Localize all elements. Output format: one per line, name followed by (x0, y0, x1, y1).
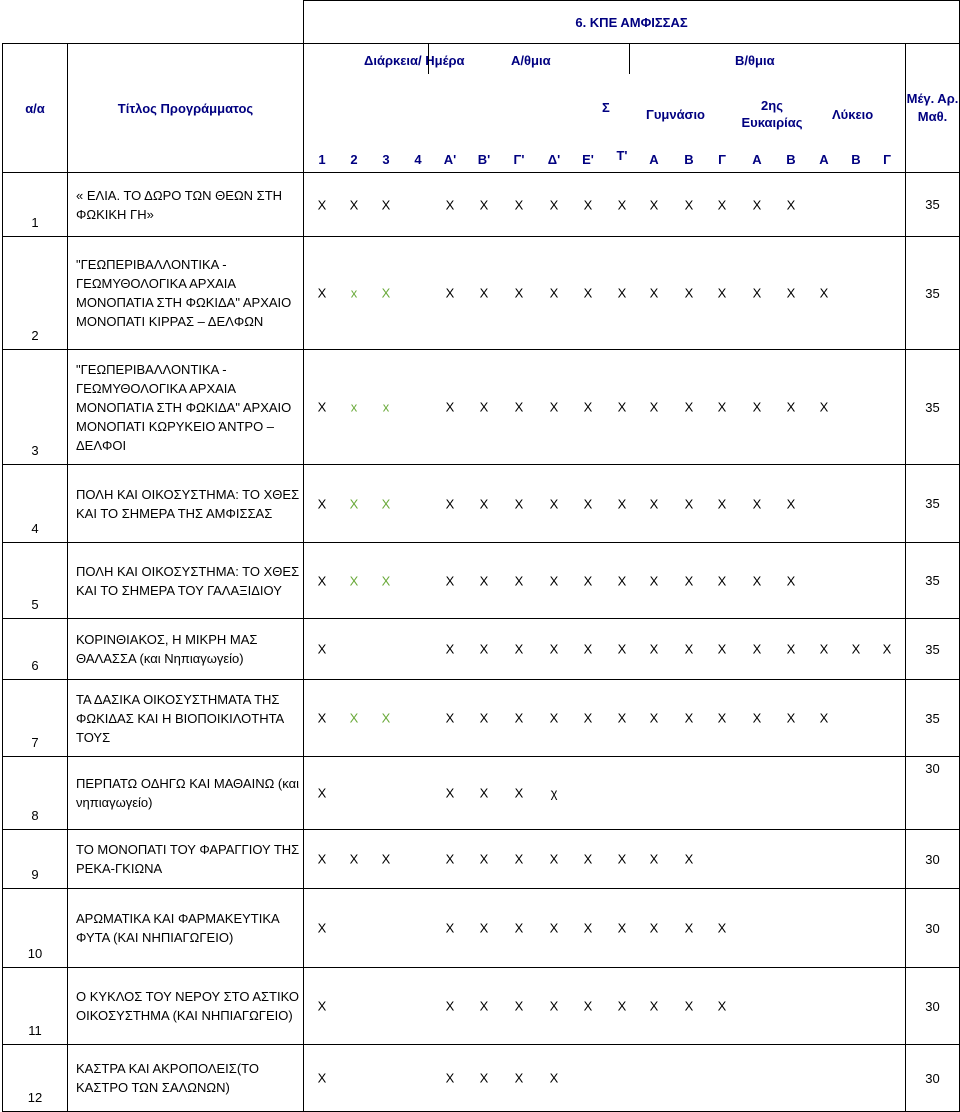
availability-mark: X (445, 785, 455, 801)
availability-mark: X (583, 197, 593, 212)
availability-mark: X (514, 851, 524, 867)
program-title: Ο ΚΥΚΛΟΣ ΤΟΥ ΝΕΡΟΥ ΣΤΟ ΑΣΤΙΚΟ ΟΙΚΟΣΥΣΤΗΜΑ (ΚΑΙ ΝΗΠΙΑΓΩΓΕΙΟ) (68, 968, 304, 1045)
availability-mark: X (617, 197, 627, 212)
availability-mark: X (649, 920, 659, 936)
availability-mark: X (752, 710, 762, 726)
availability-mark: X (684, 851, 694, 867)
availability-mark: X (819, 285, 829, 301)
availability-mark: X (479, 998, 489, 1014)
availability-mark: X (349, 496, 359, 511)
availability-mark: X (752, 641, 762, 657)
availability-mark: X (549, 496, 559, 511)
availability-mark: x (350, 399, 358, 415)
availability-mark: X (317, 785, 327, 801)
header-aa: α/α (3, 44, 68, 173)
availability-mark: X (317, 851, 327, 867)
availability-mark: X (349, 710, 359, 726)
row-number: 8 (3, 757, 68, 830)
table-row (3, 757, 960, 830)
program-marks (304, 543, 906, 619)
availability-mark: X (786, 641, 796, 657)
max-students: 30 (906, 1045, 960, 1112)
availability-mark: X (649, 496, 659, 511)
program-marks (304, 237, 906, 350)
availability-mark: X (549, 641, 559, 657)
availability-mark: X (617, 399, 627, 415)
header-duration: Διάρκεια/ Ημέρα (364, 53, 465, 68)
availability-mark: X (617, 998, 627, 1014)
program-marks (304, 465, 906, 543)
row-number: 6 (3, 619, 68, 680)
availability-mark: X (445, 641, 455, 657)
header-grade-label: Α (752, 152, 762, 167)
availability-mark: X (717, 197, 727, 212)
program-title: "ΓΕΩΠΕΡΙΒΑΛΛΟΝΤΙΚΑ - ΓΕΩΜΥΘΟΛΟΓΙΚΑ ΑΡΧΑΙΑ ΜΟΝΟΠΑΤΙΑ ΣΤΗ ΦΩΚΙΔΑ" ΑΡΧΑΙΟ ΜΟΝΟΠΑΤΙ ΚΩΡΥΚΕΙΟ ΆΝΤΡΟ – ΔΕΛΦΟΙ (68, 350, 304, 465)
header-grade-label: 1 (318, 152, 326, 167)
availability-mark: X (649, 399, 659, 415)
availability-mark: X (445, 1070, 455, 1086)
availability-mark: X (514, 197, 524, 212)
availability-mark: x (382, 399, 390, 415)
availability-mark: X (317, 710, 327, 726)
header-grade-label: 3 (382, 152, 390, 167)
programs-table (2, 0, 960, 1112)
availability-mark: X (649, 573, 659, 588)
max-students: 35 (906, 680, 960, 757)
availability-mark: X (617, 496, 627, 511)
row-number: 2 (3, 237, 68, 350)
availability-mark: X (381, 197, 391, 212)
availability-mark: X (549, 851, 559, 867)
availability-mark: X (649, 998, 659, 1014)
availability-mark: X (381, 851, 391, 867)
max-students: 35 (906, 173, 960, 237)
header-lykeio: Λύκειο (832, 107, 874, 122)
availability-mark: X (617, 851, 627, 867)
program-title: « ΕΛΙΑ. ΤΟ ΔΩΡΟ ΤΩΝ ΘΕΩΝ ΣΤΗ ΦΩΚΙΚΗ ΓΗ» (68, 173, 304, 237)
header-grade-label: Β (851, 152, 861, 167)
header-grade-label: Α' (443, 152, 457, 167)
availability-mark: X (717, 710, 727, 726)
header-grade-label: Γ (718, 152, 726, 167)
availability-mark: X (445, 920, 455, 936)
availability-mark: X (684, 573, 694, 588)
availability-mark: X (317, 496, 327, 511)
availability-mark: X (445, 851, 455, 867)
availability-mark: X (583, 641, 593, 657)
row-number: 1 (3, 173, 68, 237)
availability-mark: X (514, 573, 524, 588)
header-secondary: Β/θμια (735, 53, 775, 68)
availability-mark: X (381, 573, 391, 588)
availability-mark: X (317, 1070, 327, 1086)
availability-mark: X (479, 851, 489, 867)
availability-mark: X (317, 573, 327, 588)
availability-mark: X (317, 285, 327, 301)
program-marks (304, 619, 906, 680)
table-row (3, 619, 960, 680)
availability-mark: X (617, 641, 627, 657)
availability-mark: X (479, 496, 489, 511)
availability-mark: X (752, 399, 762, 415)
availability-mark: X (786, 285, 796, 301)
row-number: 11 (3, 968, 68, 1045)
program-title: ΠΕΡΠΑΤΩ ΟΔΗΓΩ ΚΑΙ ΜΑΘΑΙΝΩ (και νηπιαγωγείο) (68, 757, 304, 830)
program-marks (304, 889, 906, 968)
header-sigma: Σ (602, 100, 610, 115)
availability-mark: X (514, 1070, 524, 1086)
availability-mark: X (479, 710, 489, 726)
availability-mark: X (445, 399, 455, 415)
max-students: 30 (906, 968, 960, 1045)
table-row (3, 173, 960, 237)
program-marks (304, 968, 906, 1045)
availability-mark: X (617, 573, 627, 588)
availability-mark: X (445, 496, 455, 511)
availability-mark: X (617, 285, 627, 301)
availability-mark: X (786, 197, 796, 212)
header-grade-label: Α (819, 152, 829, 167)
header-program-title: Τίτλος Προγράμματος (68, 44, 304, 173)
availability-mark: X (317, 920, 327, 936)
availability-mark: X (583, 710, 593, 726)
program-title: ΑΡΩΜΑΤΙΚΑ ΚΑΙ ΦΑΡΜΑΚΕΥΤΙΚΑ ΦΥΤΑ (ΚΑΙ ΝΗΠΙΑΓΩΓΕΙΟ) (68, 889, 304, 968)
availability-mark: X (445, 710, 455, 726)
table-row (3, 350, 960, 465)
table-row (3, 237, 960, 350)
availability-mark: x (350, 285, 358, 301)
availability-mark: X (349, 573, 359, 588)
availability-mark: X (786, 399, 796, 415)
max-students: 30 (906, 889, 960, 968)
availability-mark: X (819, 641, 829, 657)
header-grade-label: Δ' (547, 152, 561, 167)
availability-mark: X (479, 1070, 489, 1086)
max-students: 30 (906, 757, 960, 830)
table-row (3, 830, 960, 889)
availability-mark: X (717, 496, 727, 511)
availability-mark: X (684, 998, 694, 1014)
header-second-chance: 2ης Ευκαιρίας (741, 98, 803, 130)
availability-mark: X (583, 998, 593, 1014)
header-grid (304, 44, 906, 173)
availability-mark: X (617, 920, 627, 936)
availability-mark: X (549, 399, 559, 415)
availability-mark: X (317, 641, 327, 657)
program-marks (304, 1045, 906, 1112)
header-grade-label: Β (786, 152, 796, 167)
availability-mark: X (649, 641, 659, 657)
availability-mark: X (514, 710, 524, 726)
header-grade-label: Α (649, 152, 659, 167)
availability-mark: X (349, 197, 359, 212)
availability-mark: X (583, 920, 593, 936)
availability-mark: X (752, 496, 762, 511)
header-grade-label: Γ (883, 152, 891, 167)
row-number: 9 (3, 830, 68, 889)
availability-mark: X (684, 285, 694, 301)
max-students: 35 (906, 543, 960, 619)
availability-mark: X (583, 573, 593, 588)
availability-mark: X (549, 285, 559, 301)
availability-mark: X (684, 920, 694, 936)
row-number: 5 (3, 543, 68, 619)
availability-mark: X (381, 285, 391, 301)
availability-mark: X (479, 920, 489, 936)
header-grade-label: Β (684, 152, 694, 167)
row-number: 10 (3, 889, 68, 968)
availability-mark: X (882, 641, 892, 657)
availability-mark: X (583, 496, 593, 511)
availability-mark: X (549, 1070, 559, 1086)
availability-mark: X (684, 641, 694, 657)
availability-mark: X (684, 197, 694, 212)
availability-mark: X (514, 285, 524, 301)
program-marks (304, 757, 906, 830)
availability-mark: X (649, 197, 659, 212)
availability-mark: X (583, 399, 593, 415)
table-row (3, 968, 960, 1045)
availability-mark: X (851, 641, 861, 657)
availability-mark: X (549, 710, 559, 726)
header-grade-label: 4 (414, 152, 422, 167)
availability-mark: X (549, 573, 559, 588)
availability-mark: X (479, 197, 489, 212)
table-row (3, 889, 960, 968)
header-grade-label: Ε' (582, 152, 594, 167)
availability-mark: X (717, 920, 727, 936)
table-row (3, 1045, 960, 1112)
program-title: "ΓΕΩΠΕΡΙΒΑΛΛΟΝΤΙΚΑ - ΓΕΩΜΥΘΟΛΟΓΙΚΑ ΑΡΧΑΙΑ ΜΟΝΟΠΑΤΙΑ ΣΤΗ ΦΩΚΙΔΑ" ΑΡΧΑΙΟ ΜΟΝΟΠΑΤΙ ΚΙΡΡΑΣ – ΔΕΛΦΩΝ (68, 237, 304, 350)
availability-mark: X (649, 710, 659, 726)
availability-mark: X (445, 197, 455, 212)
header-grade-label: Β' (477, 152, 491, 167)
header-grade-label: Γ' (513, 152, 525, 167)
program-title: ΚΑΣΤΡΑ ΚΑΙ ΑΚΡΟΠΟΛΕΙΣ(ΤΟ ΚΑΣΤΡΟ ΤΩΝ ΣΑΛΩΝΩΝ) (68, 1045, 304, 1112)
availability-mark: X (752, 573, 762, 588)
max-students: 30 (906, 830, 960, 889)
availability-mark: X (479, 641, 489, 657)
max-students: 35 (906, 465, 960, 543)
availability-mark: X (819, 399, 829, 415)
availability-mark: X (549, 197, 559, 212)
availability-mark: X (752, 285, 762, 301)
availability-mark: X (649, 285, 659, 301)
table-row (3, 680, 960, 757)
availability-mark: X (479, 785, 489, 801)
row-number: 12 (3, 1045, 68, 1112)
availability-mark: X (786, 573, 796, 588)
header-row (3, 44, 960, 173)
programs-body (3, 173, 960, 1112)
availability-mark: X (514, 785, 524, 801)
availability-mark: X (549, 920, 559, 936)
header-max-students: Μέγ. Αρ. Μαθ. (906, 44, 960, 173)
page-title: 6. ΚΠΕ ΑΜΦΙΣΣΑΣ (304, 1, 960, 44)
header-grade-label: 2 (350, 152, 358, 167)
availability-mark: X (317, 998, 327, 1014)
program-title: ΤΟ ΜΟΝΟΠΑΤΙ ΤΟΥ ΦΑΡΑΓΓΙΟΥ ΤΗΣ ΡΕΚΑ-ΓΚΙΩΝΑ (68, 830, 304, 889)
program-marks (304, 830, 906, 889)
program-marks (304, 173, 906, 237)
availability-mark: X (514, 998, 524, 1014)
availability-mark: X (479, 285, 489, 301)
availability-mark: X (479, 573, 489, 588)
availability-mark: X (717, 285, 727, 301)
availability-mark: X (349, 851, 359, 867)
availability-mark: X (717, 998, 727, 1014)
availability-mark: X (717, 573, 727, 588)
availability-mark: X (717, 399, 727, 415)
availability-mark: X (445, 998, 455, 1014)
availability-mark: X (752, 197, 762, 212)
header-grade-label: Τ' (616, 148, 628, 163)
availability-mark: X (549, 998, 559, 1014)
program-title: ΠΟΛΗ ΚΑΙ ΟΙΚΟΣΥΣΤΗΜΑ: ΤΟ ΧΘΕΣ ΚΑΙ ΤΟ ΣΗΜΕΡΑ ΤΗΣ ΑΜΦΙΣΣΑΣ (68, 465, 304, 543)
availability-mark: X (514, 399, 524, 415)
availability-mark: X (381, 496, 391, 511)
availability-mark: X (684, 710, 694, 726)
availability-mark: X (317, 399, 327, 415)
availability-mark: X (649, 851, 659, 867)
availability-mark: χ (550, 785, 558, 801)
availability-mark: X (479, 399, 489, 415)
program-title: ΚΟΡΙΝΘΙΑΚΟΣ, Η ΜΙΚΡΗ ΜΑΣ ΘΑΛΑΣΣΑ (και Νηπιαγωγείο) (68, 619, 304, 680)
table-row (3, 465, 960, 543)
program-title: ΠΟΛΗ ΚΑΙ ΟΙΚΟΣΥΣΤΗΜΑ: ΤΟ ΧΘΕΣ ΚΑΙ ΤΟ ΣΗΜΕΡΑ ΤΟΥ ΓΑΛΑΞΙΔΙΟΥ (68, 543, 304, 619)
availability-mark: X (583, 851, 593, 867)
availability-mark: X (583, 285, 593, 301)
row-number: 3 (3, 350, 68, 465)
availability-mark: X (684, 496, 694, 511)
availability-mark: X (514, 496, 524, 511)
availability-mark: X (786, 496, 796, 511)
availability-mark: X (381, 710, 391, 726)
program-marks (304, 350, 906, 465)
max-students: 35 (906, 350, 960, 465)
availability-mark: X (717, 641, 727, 657)
availability-mark: X (819, 710, 829, 726)
max-students: 35 (906, 237, 960, 350)
availability-mark: X (445, 573, 455, 588)
max-students: 35 (906, 619, 960, 680)
table-row (3, 543, 960, 619)
availability-mark: X (786, 710, 796, 726)
availability-mark: X (684, 399, 694, 415)
row-number: 7 (3, 680, 68, 757)
availability-mark: X (317, 197, 327, 212)
availability-mark: X (617, 710, 627, 726)
availability-mark: X (445, 285, 455, 301)
availability-mark: X (514, 641, 524, 657)
header-primary: Α/θμια (511, 53, 551, 68)
program-title: ΤΑ ΔΑΣΙΚΑ ΟΙΚΟΣΥΣΤΗΜΑΤΑ ΤΗΣ ΦΩΚΙΔΑΣ ΚΑΙ Η ΒΙΟΠΟΙΚΙΛΟΤΗΤΑ ΤΟΥΣ (68, 680, 304, 757)
program-marks (304, 680, 906, 757)
header-gymnasio: Γυμνάσιο (646, 107, 706, 122)
row-number: 4 (3, 465, 68, 543)
availability-mark: X (514, 920, 524, 936)
